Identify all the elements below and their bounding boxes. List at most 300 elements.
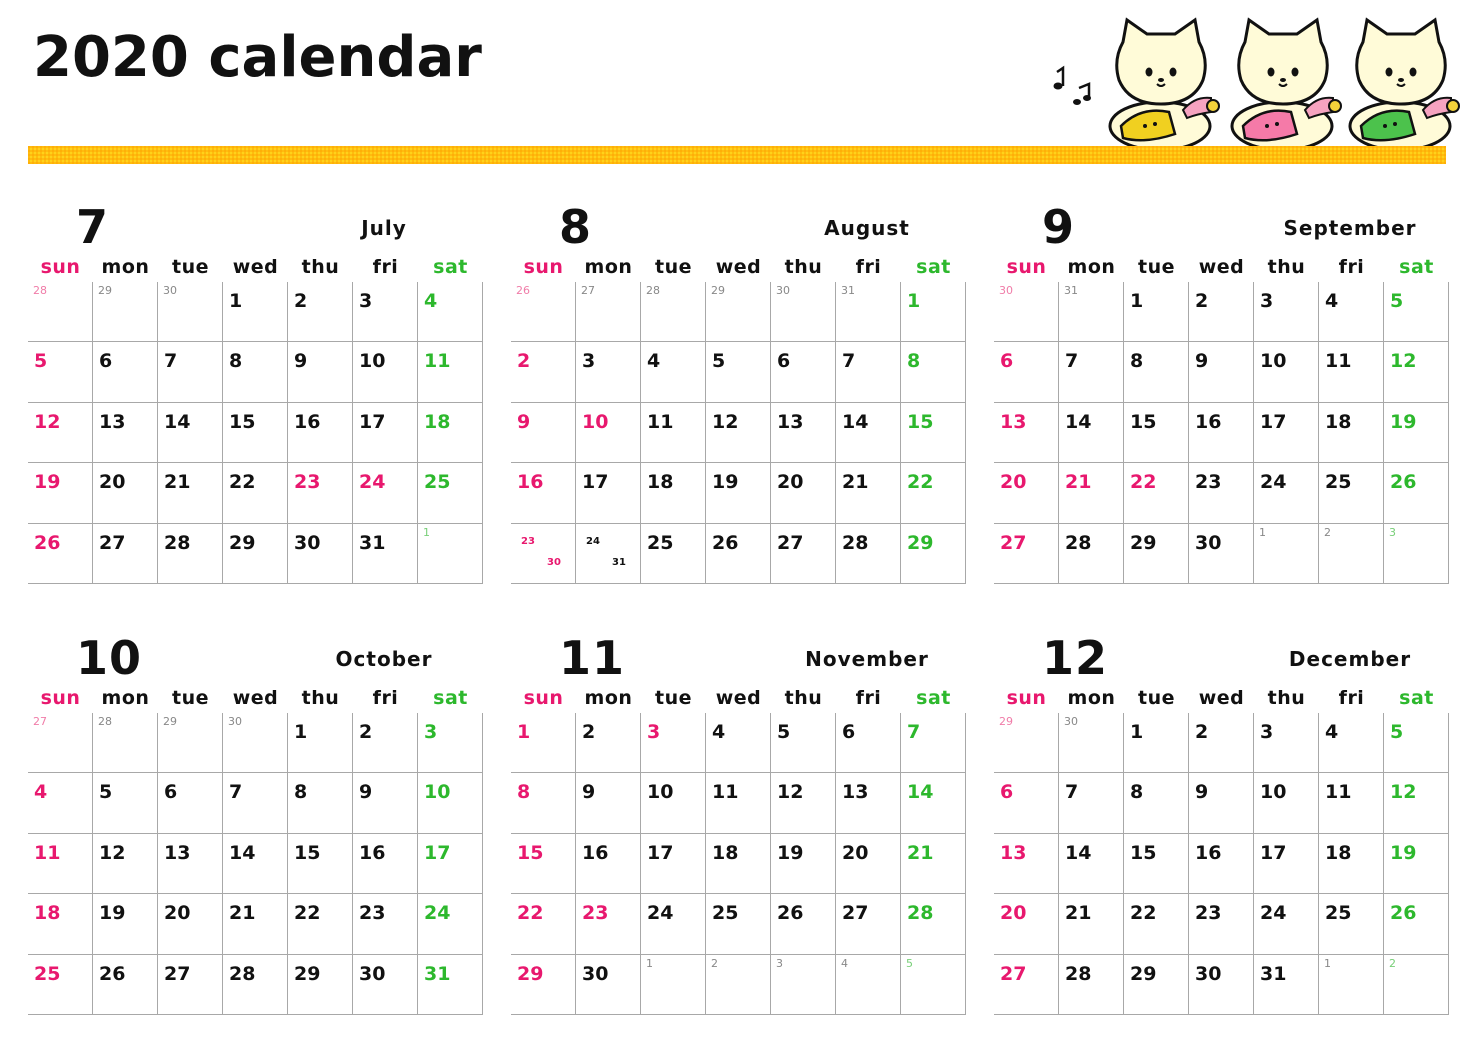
day-cell: [836, 713, 901, 773]
day-number: 11: [424, 350, 451, 373]
day-number: 15: [1130, 410, 1157, 433]
day-number: 8: [1130, 350, 1144, 373]
weekday-header: [994, 687, 1450, 711]
day-number: 21: [164, 471, 191, 494]
day-cell: [1059, 403, 1124, 463]
day-cell-other-month: [706, 282, 771, 342]
day-cell: [353, 713, 418, 773]
day-number: 21: [907, 841, 934, 864]
day-number: 4: [647, 350, 661, 373]
weekday-fri: fri: [372, 256, 399, 278]
day-cell: [353, 282, 418, 342]
day-cell: [994, 955, 1059, 1015]
weekday-sun: sun: [523, 687, 564, 709]
day-number: 17: [647, 841, 674, 864]
day-cell: [836, 342, 901, 402]
day-number: 23: [521, 535, 535, 547]
month-name: July: [361, 216, 407, 240]
day-cell: [576, 834, 641, 894]
header-stripe: [28, 146, 1446, 164]
day-number: 31: [359, 531, 386, 554]
day-number: 29: [1130, 531, 1157, 554]
day-cell: [1384, 773, 1449, 833]
day-cell: [28, 342, 93, 402]
day-cell: [1254, 342, 1319, 402]
day-number: 29: [907, 531, 934, 554]
day-cell-other-month: [158, 282, 223, 342]
day-cell: [511, 894, 576, 954]
weekday-sat: sat: [916, 256, 951, 278]
day-cell: [1124, 403, 1189, 463]
day-number: 24: [647, 902, 674, 925]
day-number: 1: [423, 525, 430, 539]
month-number: 12: [1042, 631, 1109, 685]
day-cell: [93, 955, 158, 1015]
weekday-tue: tue: [172, 687, 209, 709]
day-cell: [353, 773, 418, 833]
page-title: 2020 calendar: [33, 25, 482, 90]
day-number: 3: [582, 350, 596, 373]
day-cell: [1059, 894, 1124, 954]
day-number: 3: [1389, 525, 1396, 539]
day-number: 28: [229, 962, 256, 985]
day-cell: [994, 894, 1059, 954]
day-number: 1: [907, 290, 921, 312]
day-cell: [576, 955, 641, 1015]
day-number: 18: [34, 902, 61, 925]
day-cell: [901, 834, 966, 894]
day-number: 23: [1195, 471, 1222, 494]
day-cell: [576, 342, 641, 402]
day-number: 3: [359, 290, 373, 312]
day-number: 2: [1324, 525, 1331, 539]
day-cell: [836, 894, 901, 954]
day-number: 29: [229, 531, 256, 554]
day-number: 8: [294, 781, 308, 804]
day-number: 30: [1064, 715, 1078, 728]
day-cell: [223, 342, 288, 402]
day-cell: [1059, 834, 1124, 894]
weekday-mon: mon: [1067, 687, 1116, 709]
day-cell: [641, 524, 706, 584]
day-cell-other-month: [641, 955, 706, 1015]
day-number: 26: [516, 284, 530, 297]
day-cell: [288, 342, 353, 402]
day-cell: [418, 955, 483, 1015]
day-cell: [158, 773, 223, 833]
day-number: 28: [842, 531, 869, 554]
day-cell: [1254, 773, 1319, 833]
day-number: 25: [1325, 902, 1352, 925]
day-number: 2: [517, 350, 531, 373]
day-number: 30: [1195, 531, 1222, 554]
day-cell: [901, 463, 966, 523]
weekday-thu: thu: [301, 687, 340, 709]
day-cell: [1124, 773, 1189, 833]
day-number: 27: [99, 531, 126, 554]
weekday-fri: fri: [855, 256, 882, 278]
day-cell: [1384, 282, 1449, 342]
day-number: 14: [1065, 841, 1092, 864]
month-number: 7: [76, 200, 110, 254]
weekday-sun: sun: [523, 256, 564, 278]
day-cell: [1124, 463, 1189, 523]
day-cell: [641, 713, 706, 773]
day-cell: [576, 713, 641, 773]
month-number: 11: [559, 631, 626, 685]
weekday-wed: wed: [715, 256, 762, 278]
weekday-mon: mon: [584, 256, 633, 278]
day-cell: [1059, 773, 1124, 833]
day-cell: [1319, 282, 1384, 342]
day-number: 21: [1065, 471, 1092, 494]
day-number: 20: [99, 471, 126, 494]
day-number: 26: [1390, 471, 1417, 494]
weekday-sat: sat: [433, 256, 468, 278]
day-number: 13: [164, 841, 191, 864]
day-number: 5: [99, 781, 113, 804]
day-number: 28: [164, 531, 191, 554]
day-cell: [353, 342, 418, 402]
day-number-secondary: 30: [547, 556, 561, 568]
day-number: 21: [229, 902, 256, 925]
day-cell: [1254, 403, 1319, 463]
day-number: 27: [581, 284, 595, 297]
day-grid: [511, 282, 966, 584]
day-number: 27: [1000, 531, 1027, 554]
day-cell: [223, 403, 288, 463]
day-number: 10: [359, 350, 386, 373]
day-grid: [28, 713, 483, 1015]
month-number: 10: [76, 631, 143, 685]
day-number-secondary: 31: [612, 556, 626, 568]
day-cell: [1384, 342, 1449, 402]
day-number: 4: [1325, 290, 1339, 312]
day-cell: [771, 713, 836, 773]
day-cell-other-month: [93, 713, 158, 773]
day-cell-other-month: [28, 713, 93, 773]
day-cell: [1254, 282, 1319, 342]
day-number: 22: [229, 471, 256, 494]
day-number: 21: [1065, 902, 1092, 925]
day-grid: [511, 713, 966, 1015]
day-cell: [223, 282, 288, 342]
day-cell: [418, 403, 483, 463]
day-cell: [93, 524, 158, 584]
weekday-header: [28, 687, 484, 711]
day-cell: [1319, 403, 1384, 463]
month-name: September: [1283, 216, 1417, 240]
month-name: October: [335, 647, 433, 671]
day-number: 3: [1260, 290, 1274, 312]
day-number: 8: [229, 350, 243, 373]
day-cell: [706, 463, 771, 523]
day-number: 5: [1390, 290, 1404, 312]
weekday-tue: tue: [1138, 256, 1175, 278]
weekday-thu: thu: [1267, 256, 1306, 278]
day-cell-other-month: [158, 713, 223, 773]
day-cell: [901, 773, 966, 833]
day-number: 15: [907, 410, 934, 433]
day-cell: [93, 403, 158, 463]
day-cell: [1319, 342, 1384, 402]
day-number: 20: [1000, 902, 1027, 925]
day-cell-other-month: [1319, 955, 1384, 1015]
day-cell: [418, 773, 483, 833]
day-cell-other-month: [1319, 524, 1384, 584]
day-number: 7: [1065, 781, 1079, 804]
day-number: 1: [646, 956, 653, 970]
day-cell: [28, 834, 93, 894]
day-cell: [353, 894, 418, 954]
weekday-sat: sat: [433, 687, 468, 709]
weekday-wed: wed: [715, 687, 762, 709]
day-number: 9: [1195, 781, 1209, 804]
day-number: 13: [842, 781, 869, 804]
day-number: 23: [582, 902, 609, 925]
day-number: 4: [34, 781, 48, 804]
day-number: 2: [1389, 956, 1396, 970]
weekday-thu: thu: [1267, 687, 1306, 709]
day-cell: [994, 463, 1059, 523]
day-cell: [576, 894, 641, 954]
day-number: 6: [99, 350, 113, 373]
day-number: 28: [907, 902, 934, 925]
day-number: 1: [1130, 721, 1144, 743]
day-cell: [511, 524, 576, 584]
day-number: 9: [359, 781, 373, 804]
day-number: 9: [517, 410, 531, 433]
day-cell: [288, 403, 353, 463]
day-number: 6: [1000, 781, 1014, 804]
day-cell: [641, 403, 706, 463]
day-cell: [1124, 282, 1189, 342]
day-cell: [158, 955, 223, 1015]
day-number: 7: [164, 350, 178, 373]
weekday-sat: sat: [1399, 256, 1434, 278]
day-number: 27: [777, 531, 804, 554]
day-cell: [1059, 955, 1124, 1015]
day-number: 6: [1000, 350, 1014, 373]
day-number: 12: [99, 841, 126, 864]
day-number: 18: [1325, 410, 1352, 433]
day-number: 10: [1260, 781, 1287, 804]
day-cell: [158, 463, 223, 523]
day-number: 5: [777, 721, 791, 743]
day-number: 25: [712, 902, 739, 925]
day-number: 17: [424, 841, 451, 864]
day-number: 18: [712, 841, 739, 864]
day-number: 29: [999, 715, 1013, 728]
day-cell: [994, 834, 1059, 894]
day-number: 8: [517, 781, 531, 804]
day-number: 10: [1260, 350, 1287, 373]
day-number: 15: [517, 841, 544, 864]
day-number: 4: [841, 956, 848, 970]
day-number: 30: [359, 962, 386, 985]
day-number: 31: [424, 962, 451, 985]
day-cell-other-month: [1059, 282, 1124, 342]
day-cell: [288, 713, 353, 773]
weekday-header: [511, 687, 967, 711]
day-number: 1: [517, 721, 531, 743]
day-cell: [418, 342, 483, 402]
day-number: 22: [1130, 902, 1157, 925]
day-cell: [28, 955, 93, 1015]
day-number: 24: [1260, 471, 1287, 494]
day-number: 12: [777, 781, 804, 804]
day-cell: [223, 894, 288, 954]
day-number: 27: [842, 902, 869, 925]
day-cell-other-month: [994, 713, 1059, 773]
day-cell: [1124, 894, 1189, 954]
day-number: 11: [34, 841, 61, 864]
day-cell: [288, 894, 353, 954]
day-number: 30: [776, 284, 790, 297]
day-number: 17: [1260, 841, 1287, 864]
day-number: 30: [1195, 962, 1222, 985]
day-cell: [836, 463, 901, 523]
day-number: 28: [646, 284, 660, 297]
day-number: 19: [712, 471, 739, 494]
day-cell: [418, 834, 483, 894]
day-cell: [771, 894, 836, 954]
day-number: 2: [582, 721, 596, 743]
day-number: 19: [34, 471, 61, 494]
day-number: 31: [1260, 962, 1287, 985]
day-cell: [994, 342, 1059, 402]
weekday-mon: mon: [584, 687, 633, 709]
day-cell: [1319, 773, 1384, 833]
day-number: 19: [777, 841, 804, 864]
day-number: 22: [294, 902, 321, 925]
day-number: 5: [906, 956, 913, 970]
day-number: 20: [842, 841, 869, 864]
day-cell: [1254, 834, 1319, 894]
day-cell: [93, 773, 158, 833]
month-name: August: [824, 216, 910, 240]
day-number: 7: [1065, 350, 1079, 373]
day-number: 13: [1000, 841, 1027, 864]
day-cell: [223, 955, 288, 1015]
weekday-fri: fri: [855, 687, 882, 709]
day-cell: [706, 524, 771, 584]
day-number: 6: [777, 350, 791, 373]
day-number: 11: [647, 410, 674, 433]
day-cell: [1189, 834, 1254, 894]
day-cell: [771, 834, 836, 894]
day-cell-other-month: [771, 955, 836, 1015]
day-number: 20: [1000, 471, 1027, 494]
day-cell: [576, 524, 641, 584]
three-cats-playing-ocarinas-icon: [1045, 14, 1465, 154]
day-number: 7: [907, 721, 921, 743]
day-cell: [836, 524, 901, 584]
day-number: 14: [907, 781, 934, 804]
day-number: 12: [1390, 350, 1417, 373]
day-number: 1: [229, 290, 243, 312]
day-number: 24: [424, 902, 451, 925]
day-number: 6: [164, 781, 178, 804]
day-cell: [1124, 834, 1189, 894]
weekday-tue: tue: [655, 256, 692, 278]
month-name: November: [805, 647, 929, 671]
day-cell: [1059, 463, 1124, 523]
day-cell: [511, 834, 576, 894]
day-number: 29: [1130, 962, 1157, 985]
day-cell-other-month: [1059, 713, 1124, 773]
day-cell: [511, 773, 576, 833]
day-cell: [288, 834, 353, 894]
day-cell: [1124, 713, 1189, 773]
day-cell: [901, 894, 966, 954]
day-number: 9: [582, 781, 596, 804]
day-cell-other-month: [1384, 955, 1449, 1015]
day-cell: [994, 403, 1059, 463]
day-number: 4: [1325, 721, 1339, 743]
day-number: 31: [1064, 284, 1078, 297]
day-number: 26: [34, 531, 61, 554]
day-cell: [1254, 463, 1319, 523]
day-cell: [353, 463, 418, 523]
day-cell: [1189, 955, 1254, 1015]
day-number: 1: [294, 721, 308, 743]
day-cell-other-month: [771, 282, 836, 342]
day-cell-other-month: [901, 955, 966, 1015]
day-number: 16: [517, 471, 544, 494]
day-number: 3: [776, 956, 783, 970]
day-number: 19: [99, 902, 126, 925]
day-cell: [1319, 894, 1384, 954]
day-number: 26: [1390, 902, 1417, 925]
day-number: 11: [1325, 781, 1352, 804]
day-number: 18: [424, 410, 451, 433]
day-cell: [1189, 713, 1254, 773]
day-cell: [706, 834, 771, 894]
day-cell: [1189, 773, 1254, 833]
weekday-header: [994, 256, 1450, 280]
music-notes-icon: [1054, 68, 1092, 105]
day-cell: [158, 524, 223, 584]
day-cell-other-month: [1254, 524, 1319, 584]
weekday-fri: fri: [372, 687, 399, 709]
day-cell: [1319, 834, 1384, 894]
day-number: 13: [99, 410, 126, 433]
day-cell: [158, 403, 223, 463]
day-number: 5: [1390, 721, 1404, 743]
day-number: 15: [229, 410, 256, 433]
day-number: 12: [1390, 781, 1417, 804]
day-number: 15: [294, 841, 321, 864]
day-cell: [1059, 524, 1124, 584]
day-number: 30: [228, 715, 242, 728]
day-cell: [576, 463, 641, 523]
day-number: 26: [777, 902, 804, 925]
day-number: 6: [842, 721, 856, 743]
day-cell: [28, 403, 93, 463]
day-number: 29: [163, 715, 177, 728]
day-number: 2: [1195, 290, 1209, 312]
day-cell: [1384, 713, 1449, 773]
day-cell: [511, 342, 576, 402]
day-cell: [836, 403, 901, 463]
day-number: 5: [712, 350, 726, 373]
day-cell: [158, 342, 223, 402]
day-cell: [771, 403, 836, 463]
day-cell: [223, 834, 288, 894]
day-cell: [1189, 282, 1254, 342]
day-number: 26: [712, 531, 739, 554]
